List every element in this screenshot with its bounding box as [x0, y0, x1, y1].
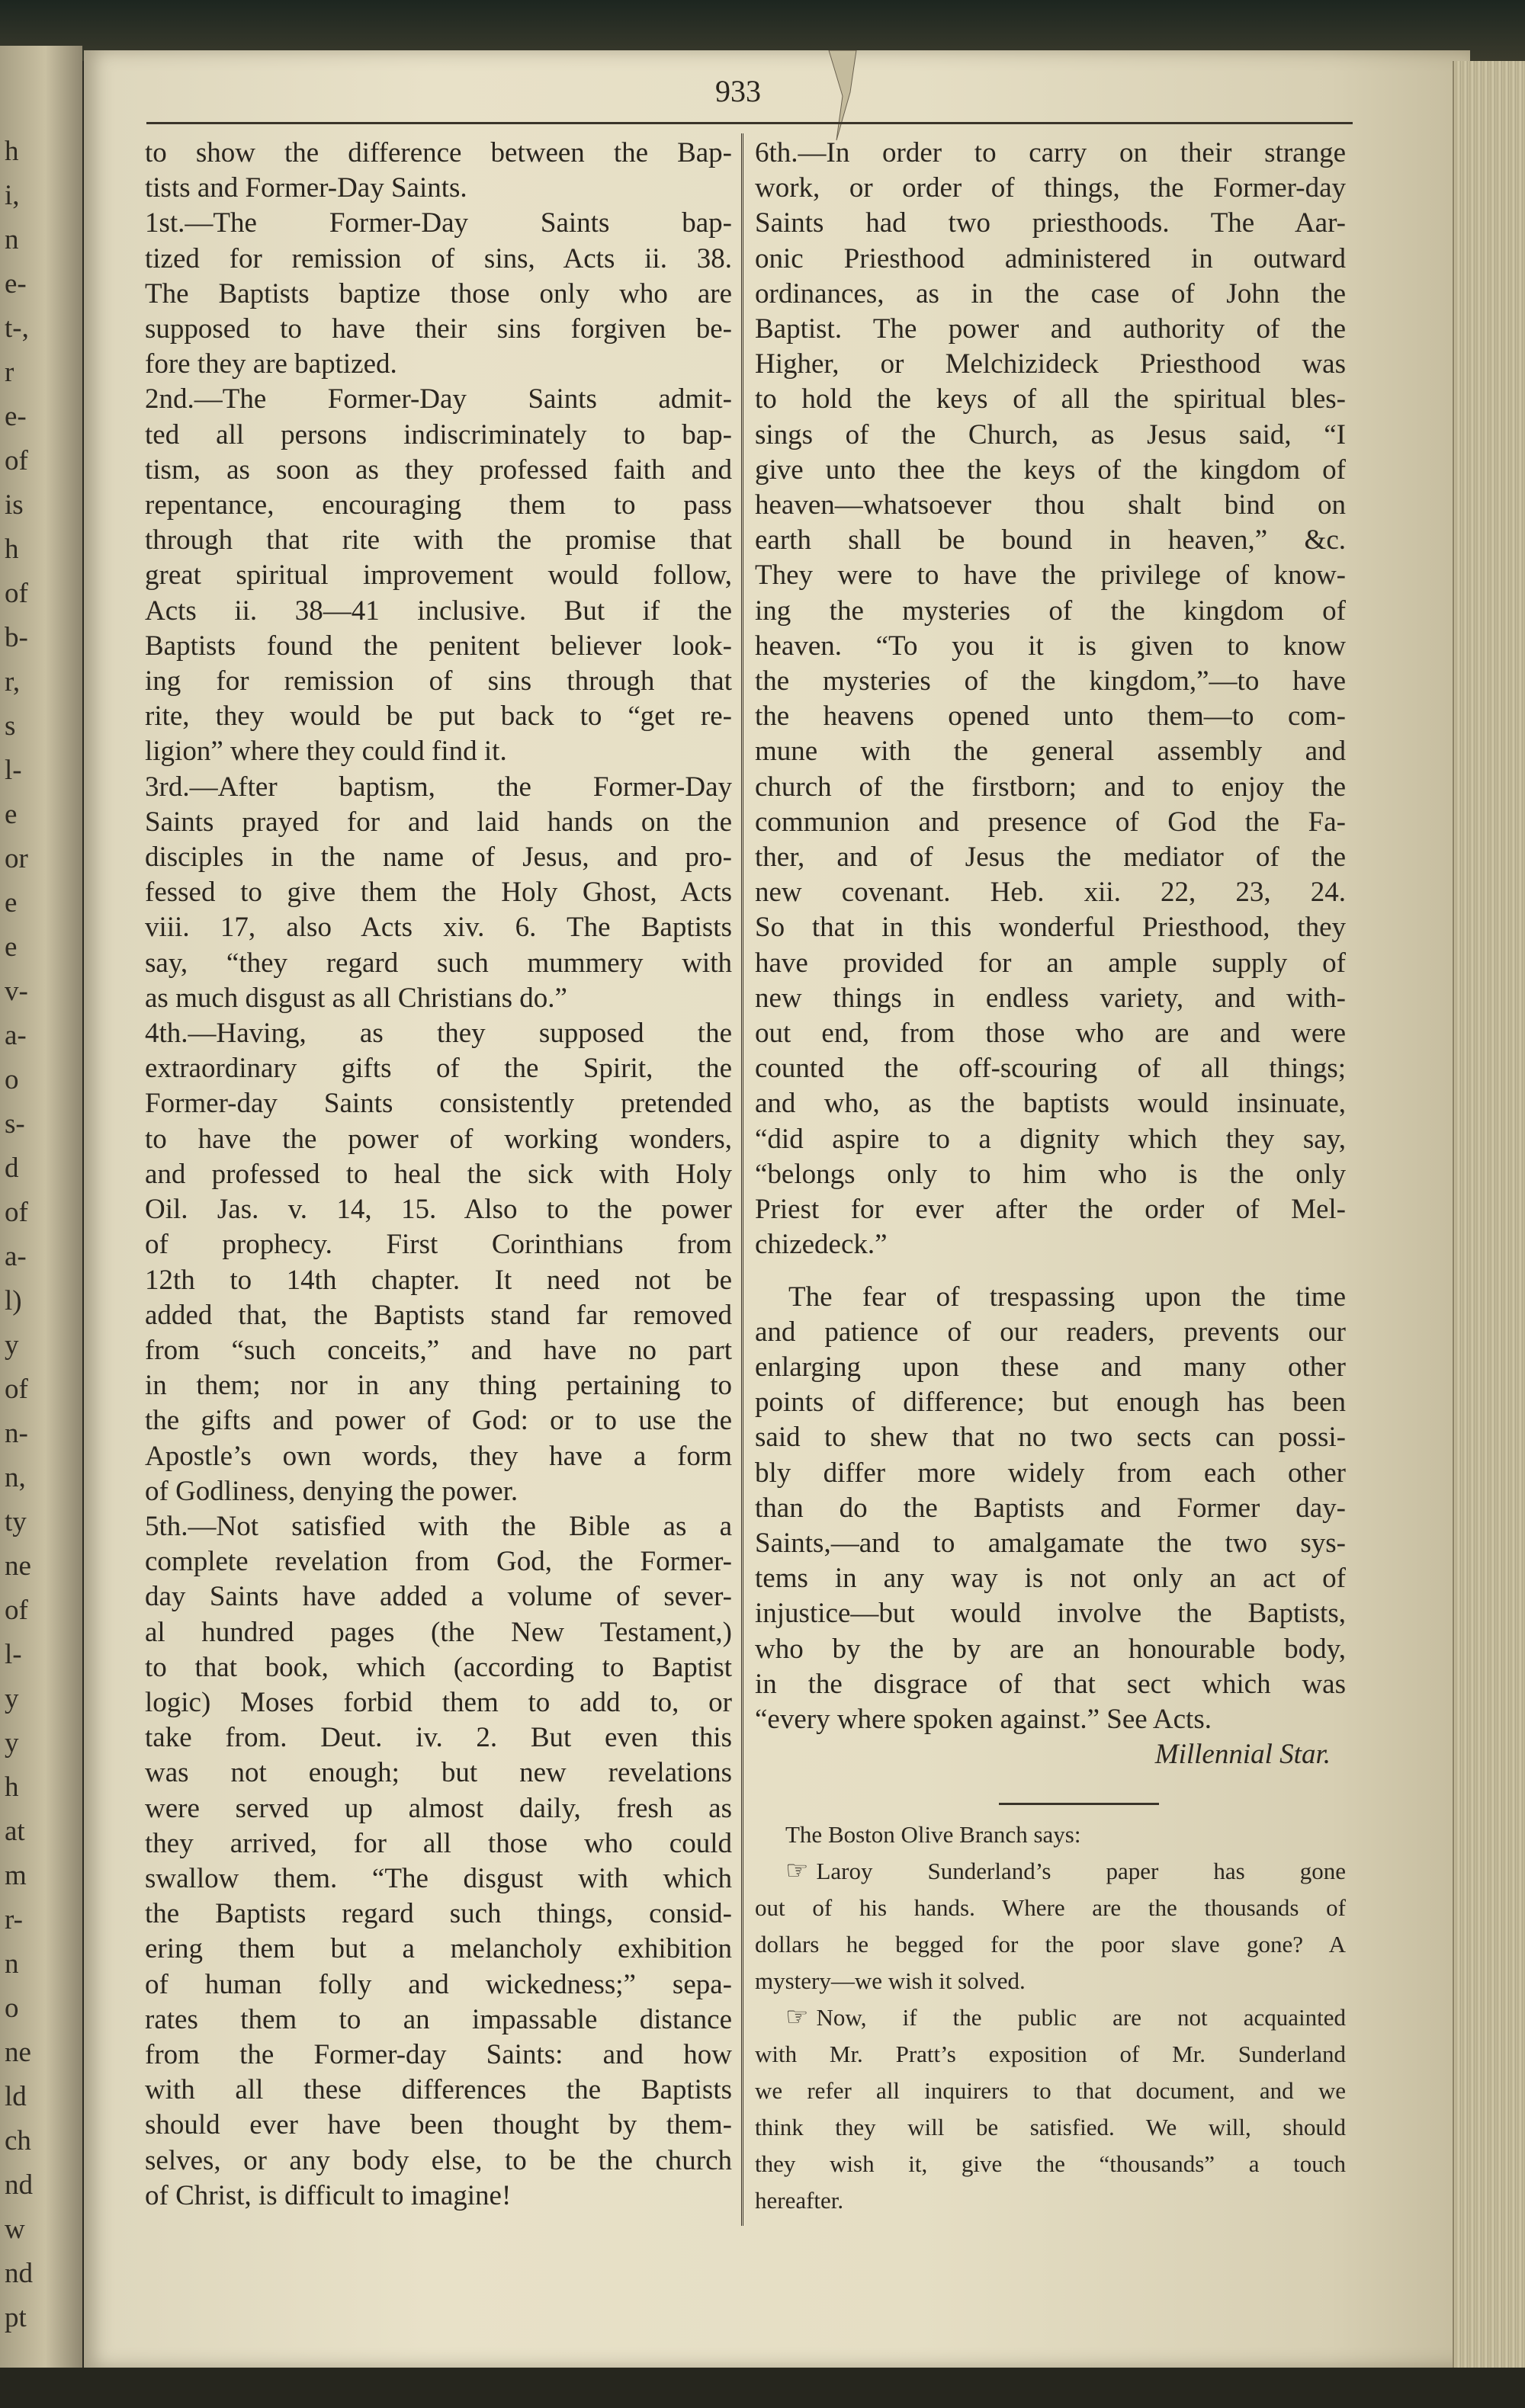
previous-page-text-fragment: s — [5, 710, 16, 742]
right-column-line: onic Priesthood administered in outward — [755, 242, 1346, 274]
previous-page-text-fragment: e — [5, 799, 18, 830]
previous-page-text-fragment: or — [5, 843, 28, 874]
right-column-line: ordinances, as in the case of John the — [755, 277, 1346, 309]
previous-page-text-fragment: ne — [5, 1550, 31, 1582]
notice-line: mystery—we wish it solved. — [755, 1967, 1026, 1994]
left-column-line: The Baptists baptize those only who are — [145, 277, 732, 309]
previous-page-text-fragment: n, — [5, 1462, 26, 1493]
paragraph-gap — [755, 1263, 1346, 1280]
notice-line: think they will be satisfied. We will, should — [755, 2114, 1346, 2140]
notice-text: Laroy Sunderland’s paper has gone — [816, 1858, 1346, 1884]
left-column-line: tism, as soon as they professed faith and — [145, 454, 732, 486]
book-bottom-background — [0, 2368, 1525, 2408]
left-column-line: say, “they regard such mummery with — [145, 947, 732, 979]
closing-paragraph-line: than do the Baptists and Former day- — [755, 1492, 1346, 1524]
left-column-line: repentance, encouraging them to pass — [145, 489, 732, 521]
right-column-line: ther, and of Jesus the mediator of the — [755, 842, 1346, 874]
previous-page-text-fragment: pt — [5, 2302, 27, 2333]
left-column-line: added that, the Baptists stand far removed — [145, 1299, 732, 1331]
left-column-line: the Baptists regard such things, consid- — [145, 1898, 732, 1930]
notice-line: hereafter. — [755, 2187, 844, 2214]
previous-page-text-fragment: l) — [5, 1285, 22, 1316]
notice-line: we refer all inquirers to that document, and we — [755, 2077, 1346, 2104]
right-column-line: Baptist. The power and authority of the — [755, 313, 1346, 345]
closing-paragraph-line: bly differ more widely from each other — [755, 1457, 1346, 1489]
left-column-line: 3rd.—After baptism, the Former-Day — [145, 771, 732, 803]
right-column — [755, 136, 1346, 1772]
left-column-line: great spiritual improvement would follow, — [145, 560, 732, 592]
left-column-line: 12th to 14th chapter. It need not be — [145, 1264, 732, 1296]
previous-page-text-fragment: nd — [5, 2169, 33, 2201]
right-column-line: new covenant. Heb. xii. 22, 23, 24. — [755, 877, 1346, 909]
right-column-line: Priest for ever after the order of Mel- — [755, 1194, 1346, 1226]
left-column-line: to that book, which (according to Baptist — [145, 1651, 732, 1683]
left-column-line: tized for remission of sins, Acts ii. 38. — [145, 242, 732, 274]
column-divider — [741, 133, 743, 2226]
right-column-line: mune with the general assembly and — [755, 736, 1346, 768]
previous-page-text-fragment: of — [5, 1197, 28, 1228]
left-column-line: 1st.—The Former-Day Saints bap- — [145, 207, 732, 239]
previous-page-text-fragment: e- — [5, 268, 27, 300]
right-column-line: the mysteries of the kingdom,”—to have — [755, 665, 1346, 697]
left-column-line: 2nd.—The Former-Day Saints admit- — [145, 383, 732, 415]
left-column-line: fore they are baptized. — [145, 348, 397, 380]
previous-page-text-fragment: at — [5, 1816, 25, 1847]
notice-line — [755, 1999, 1346, 2036]
previous-page-text-fragment: y — [5, 1683, 19, 1714]
left-column-line: ligion” where they could find it. — [145, 736, 507, 768]
left-column-line: complete revelation from God, the Former- — [145, 1546, 732, 1578]
previous-page-text-fragment: nd — [5, 2258, 33, 2289]
previous-page-text-fragment: h — [5, 1772, 19, 1803]
left-column-line: swallow them. “The disgust with which — [145, 1862, 732, 1894]
left-column-line: 5th.—Not satisfied with the Bible as a — [145, 1510, 732, 1542]
left-column-line: of prophecy. First Corinthians from — [145, 1229, 732, 1261]
previous-page-text-fragment: b- — [5, 622, 28, 653]
left-column-line: supposed to have their sins forgiven be- — [145, 313, 732, 345]
left-column-line: al hundred pages (the New Testament,) — [145, 1616, 732, 1648]
previous-page-text-fragment: y — [5, 1329, 19, 1361]
left-column-line: fessed to give them the Holy Ghost, Acts — [145, 877, 732, 909]
right-column-line: work, or order of things, the Former-day — [755, 172, 1346, 204]
closing-paragraph-line: points of difference; but enough has been — [755, 1387, 1346, 1419]
notice-line: with Mr. Pratt’s exposition of Mr. Sunderland — [755, 2041, 1346, 2067]
right-column-line: So that in this wonderful Priesthood, they — [755, 912, 1346, 944]
left-column-line: tists and Former-Day Saints. — [145, 172, 467, 204]
closing-paragraph-line: enlarging upon these and many other — [755, 1351, 1346, 1383]
left-column-line: rates them to an impassable distance — [145, 2003, 732, 2035]
previous-page-text-fragment: s- — [5, 1108, 25, 1140]
right-column-line: to hold the keys of all the spiritual bles- — [755, 383, 1346, 415]
left-column-line: Apostle’s own words, they have a form — [145, 1440, 732, 1472]
right-column-line: ing the mysteries of the kingdom of — [755, 595, 1346, 627]
left-column-line: should ever have been thought by them- — [145, 2109, 732, 2141]
closing-paragraph-line: The fear of trespassing upon the time — [788, 1281, 1346, 1313]
notice-section — [755, 1816, 1346, 2219]
left-column-line: through that rite with the promise that — [145, 524, 732, 556]
previous-page-text-fragment: o — [5, 1064, 19, 1095]
previous-page-text-fragment: a- — [5, 1241, 27, 1272]
page-stack-edge — [1453, 61, 1525, 2378]
right-column-line: “did aspire to a dignity which they say, — [755, 1123, 1346, 1155]
right-column-line: 6th.—In order to carry on their strange — [755, 137, 1346, 168]
previous-page-text-fragment: of — [5, 445, 28, 476]
previous-page-text-fragment: y — [5, 1727, 19, 1759]
notice-heading: The Boston Olive Branch says: — [785, 1821, 1081, 1848]
left-column-line: Oil. Jas. v. 14, 15. Also to the power — [145, 1194, 732, 1226]
notice-line — [755, 1853, 1346, 1890]
previous-page-text-fragment: ne — [5, 2037, 31, 2068]
pointing-hand-icon: ☞ — [785, 2003, 809, 2031]
previous-page-text-fragment: ty — [5, 1506, 27, 1537]
left-column-line: logic) Moses forbid them to add to, or — [145, 1686, 732, 1718]
left-column-line: Baptists found the penitent believer look- — [145, 630, 732, 662]
left-column-line: of Godliness, denying the power. — [145, 1475, 518, 1507]
notice-text: Now, if the public are not acquainted — [816, 2004, 1346, 2031]
previous-page-text-fragment: v- — [5, 976, 28, 1007]
previous-page-text-fragment: w — [5, 2214, 25, 2245]
previous-page-text-fragment: i, — [5, 180, 20, 211]
left-column-line: Saints prayed for and laid hands on the — [145, 806, 732, 838]
previous-page-text-fragment: ch — [5, 2125, 31, 2156]
closing-paragraph-line: tems in any way is not only an act of — [755, 1563, 1346, 1595]
closing-paragraph-line: who by the by are an honourable body, — [755, 1633, 1346, 1665]
left-column-line: with all these differences the Baptists — [145, 2074, 732, 2106]
page-tear-mark — [827, 50, 858, 142]
closing-paragraph-line: Saints,—and to amalgamate the two sys- — [755, 1527, 1346, 1559]
previous-page-text-fragment: r- — [5, 1904, 23, 1935]
left-column-line: take from. Deut. iv. 2. But even this — [145, 1722, 732, 1754]
previous-page-text-fragment: t-, — [5, 313, 29, 344]
previous-page-edge — [0, 46, 82, 2386]
left-column-line: from the Former-day Saints: and how — [145, 2038, 732, 2070]
left-column-line: were served up almost daily, fresh as — [145, 1792, 732, 1824]
right-column-line: out end, from those who are and were — [755, 1018, 1346, 1050]
left-column-line: ted all persons indiscriminately to bap- — [145, 418, 732, 450]
left-column-line: day Saints have added a volume of sever- — [145, 1581, 732, 1613]
previous-page-text-fragment: r — [5, 357, 14, 388]
right-column-line: sings of the Church, as Jesus said, “I — [755, 418, 1346, 450]
right-column-line: Higher, or Melchizideck Priesthood was — [755, 348, 1346, 380]
closing-paragraph-line: said to shew that no two sects can possi- — [755, 1422, 1346, 1454]
right-column-line: new things in endless variety, and with- — [755, 982, 1346, 1014]
left-column-line: the gifts and power of God: or to use the — [145, 1405, 732, 1437]
closing-paragraph-line: injustice—but would involve the Baptists, — [755, 1598, 1346, 1630]
left-column-line: disciples in the name of Jesus, and pro- — [145, 842, 732, 874]
closing-paragraph-line: “every where spoken against.” See Acts. — [755, 1703, 1212, 1735]
previous-page-text-fragment: of — [5, 1595, 28, 1626]
previous-page-text-fragment: e — [5, 887, 18, 919]
left-column-line: viii. 17, also Acts xiv. 6. The Baptists — [145, 912, 732, 944]
previous-page-text-fragment: of — [5, 1374, 28, 1405]
previous-page-text-fragment: n- — [5, 1418, 28, 1449]
previous-page-text-fragment: o — [5, 1993, 19, 2024]
right-column-line: They were to have the privilege of know- — [755, 560, 1346, 592]
right-column-line: earth shall be bound in heaven,” &c. — [755, 524, 1346, 556]
left-column-line: and professed to heal the sick with Holy — [145, 1158, 732, 1190]
previous-page-text-fragment: l- — [5, 1639, 22, 1670]
right-column-line: and who, as the baptists would insinuate, — [755, 1088, 1346, 1120]
left-column-line: from “such conceits,” and have no part — [145, 1334, 732, 1366]
left-column-line: Former-day Saints consistently pretended — [145, 1088, 732, 1120]
left-column-line: was not enough; but new revelations — [145, 1757, 732, 1789]
notice-line: out of his hands. Where are the thousands of — [755, 1894, 1346, 1921]
previous-page-text-fragment: a- — [5, 1020, 27, 1051]
previous-page-text-fragment: n — [5, 224, 19, 255]
previous-page-text-fragment: r, — [5, 666, 21, 697]
left-column-line: selves, or any body else, to be the church — [145, 2144, 732, 2176]
right-column-line: have provided for an ample supply of — [755, 947, 1346, 979]
previous-page-text-fragment: of — [5, 578, 28, 609]
left-column-line: Acts ii. 38—41 inclusive. But if the — [145, 595, 732, 627]
left-column-line: extraordinary gifts of the Spirit, the — [145, 1053, 732, 1085]
section-rule — [999, 1803, 1159, 1805]
previous-page-text-fragment: m — [5, 1860, 27, 1891]
right-column-line: the heavens opened unto them—to com- — [755, 701, 1346, 733]
pointing-hand-icon: ☞ — [785, 1857, 809, 1885]
previous-page-text-fragment: ld — [5, 2081, 27, 2112]
right-column-line: counted the off-scouring of all things; — [755, 1053, 1346, 1085]
left-column-line: as much disgust as all Christians do.” — [145, 982, 567, 1014]
notice-line: dollars he begged for the poor slave gone? A — [755, 1931, 1346, 1958]
left-column-line: ering them but a melancholy exhibition — [145, 1933, 732, 1965]
previous-page-text-fragment: d — [5, 1153, 19, 1184]
previous-page-text-fragment: h — [5, 534, 19, 565]
left-column-line: of Christ, is difficult to imagine! — [145, 2179, 512, 2211]
right-column-line: heaven. “To you it is given to know — [755, 630, 1346, 662]
right-column-line: “belongs only to him who is the only — [755, 1158, 1346, 1190]
left-column — [145, 136, 732, 2214]
right-column-line: church of the firstborn; and to enjoy the — [755, 771, 1346, 803]
left-column-line: to have the power of working wonders, — [145, 1123, 732, 1155]
right-column-line: Saints had two priesthoods. The Aar- — [755, 207, 1346, 239]
left-column-line: in them; nor in any thing pertaining to — [145, 1370, 732, 1402]
left-column-line: rite, they would be put back to “get re- — [145, 701, 732, 733]
previous-page-text-fragment: e- — [5, 401, 27, 432]
previous-page-text-fragment: l- — [5, 755, 22, 786]
left-column-line: 4th.—Having, as they supposed the — [145, 1018, 732, 1050]
page-number: 933 — [715, 74, 761, 108]
closing-paragraph-line: and patience of our readers, prevents our — [755, 1316, 1346, 1348]
left-column-line: to show the difference between the Bap- — [145, 137, 732, 168]
previous-page-text-fragment: n — [5, 1948, 19, 1980]
source-signature: Millennial Star. — [1154, 1739, 1331, 1771]
right-column-line: give unto thee the keys of the kingdom of — [755, 454, 1346, 486]
previous-page-text-fragment: e — [5, 931, 18, 963]
previous-page-text-fragment: is — [5, 489, 24, 521]
right-column-line: communion and presence of God the Fa- — [755, 806, 1346, 838]
closing-paragraph-line: in the disgrace of that sect which was — [755, 1668, 1346, 1700]
left-column-line: of human folly and wickedness;” sepa- — [145, 1968, 732, 2000]
left-column-line: ing for remission of sins through that — [145, 665, 732, 697]
right-column-line: heaven—whatsoever thou shalt bind on — [755, 489, 1346, 521]
header-rule — [146, 122, 1353, 124]
previous-page-text-fragment: h — [5, 136, 19, 167]
notice-line: they wish it, give the “thousands” a touch — [755, 2150, 1346, 2177]
left-column-line: they arrived, for all those who could — [145, 1827, 732, 1859]
right-column-line: chizedeck.” — [755, 1229, 888, 1261]
